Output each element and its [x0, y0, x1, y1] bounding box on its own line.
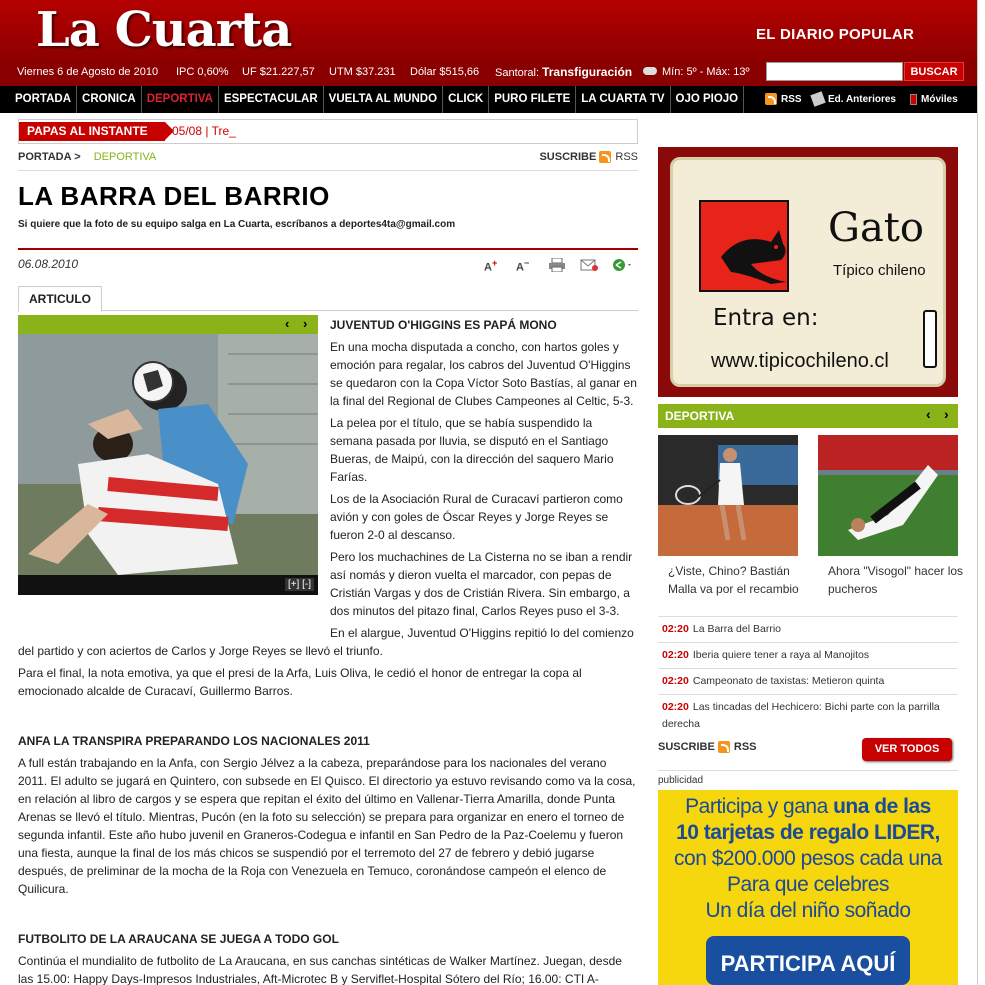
- thumb-football-caption[interactable]: Ahora "Visogol" hacer los pucheros: [828, 564, 964, 596]
- subscribe-rss-link[interactable]: [539, 151, 638, 163]
- thumb-tennis[interactable]: [658, 435, 798, 556]
- ad-line-4: Para que celebres: [727, 873, 889, 896]
- thumb-football[interactable]: [818, 435, 958, 556]
- santoral-label: Santoral:: [495, 67, 540, 79]
- article-tabs: [18, 286, 638, 311]
- nav-anteriores-label: Ed. Anteriores: [828, 94, 896, 105]
- nav-rss-label: RSS: [781, 94, 802, 105]
- rss-icon: [599, 151, 611, 163]
- sidebar-prev-icon[interactable]: ‹: [926, 406, 931, 422]
- uf-value: UF $21.227,57: [242, 66, 315, 78]
- ad-card: [670, 157, 946, 387]
- ad-brand: Gato: [828, 205, 924, 251]
- nav-moviles-label: Móviles: [921, 94, 958, 105]
- ticker-label: PAPAS AL INSTANTE: [19, 122, 165, 141]
- ad-label: publicidad: [658, 775, 704, 786]
- nav-espectacular[interactable]: ESPECTACULAR: [219, 86, 324, 113]
- paragraph: Los de la Asociación Rural de Curacaví partieron como avión y con goles de Óscar Reyes y Jorge Reyes se fueron 2-0 al descanso.: [330, 492, 623, 542]
- cat-logo-icon: [699, 200, 789, 292]
- font-increase-button[interactable]: A+: [484, 258, 498, 274]
- site-slogan: EL DIARIO POPULAR: [756, 26, 915, 43]
- font-decrease-button[interactable]: A−: [516, 258, 530, 274]
- subscribe-label: SUSCRIBE: [658, 741, 715, 753]
- subscribe-label: SUSCRIBE: [539, 151, 597, 163]
- nav-deportiva[interactable]: DEPORTIVA: [142, 86, 219, 113]
- scrollbar[interactable]: [977, 0, 985, 985]
- sidebar-news-list: [658, 616, 958, 737]
- news-time: 02:20: [662, 675, 689, 687]
- nav-moviles-link[interactable]: [910, 86, 958, 113]
- nav-vuelta-al-mundo[interactable]: VUELTA AL MUNDO: [324, 86, 443, 113]
- mobile-icon: [910, 94, 917, 105]
- editions-icon: [810, 92, 825, 107]
- ipc-value: IPC 0,60%: [176, 66, 229, 78]
- ad-line-1b: una de las: [833, 795, 931, 818]
- paragraph: A full están trabajando en la Anfa, con Sergio Jélvez a la cabeza, preparándose para los nacionales del verano 2011. El adulto se jugará en Quintero, con subsede en El Quisco. El directorio ya estuvo revisando como va la cosa, en relación al libro de cargos y se espera que repitan el éxito del último en Vallenar-Tierra Amarilla, donde Punta Arenas se llevó el título. Mientras, Pucón (en la foto su selección) se prepara para organizar en enero el torneo de segunda infantil. Este año hubo juvenil en Graneros-Codegua e infantil en San Pedro de la Paz-Coelemu y fueron una fiesta, aunque la final de los más chicos se suspendió por el terremoto del 27 de febrero y debió jugarse después, de preliminar de la mocha de la Roja con Venezuela en Temuco, coronándose campeón el elenco de Quilicura.: [18, 756, 636, 896]
- site-header: [0, 0, 977, 60]
- ad-line-2: 10 tarjetas de regalo LIDER,: [676, 821, 940, 844]
- breadcrumb-home[interactable]: PORTADA >: [18, 151, 81, 163]
- divider: [18, 248, 638, 250]
- ver-todos-button[interactable]: VER TODOS: [862, 738, 952, 761]
- news-time: 02:20: [662, 623, 689, 635]
- ad-line-1: [658, 794, 958, 820]
- sidebar-next-icon[interactable]: ›: [944, 406, 949, 422]
- breadcrumb: [18, 151, 638, 171]
- rss-icon: [718, 741, 730, 753]
- sidebar-subscribe-link[interactable]: [658, 741, 757, 753]
- paragraph: En el alargue, Juventud O'Higgins repitió lo del comienzo del partido y con aciertos de Carlos y Jorge Reyes se llevó el triunfo.: [18, 626, 634, 658]
- news-title: La Barra del Barrio: [692, 623, 781, 635]
- nav-puro-filete[interactable]: PURO FILETE: [489, 86, 576, 113]
- section-heading: ANFA LA TRANSPIRA PREPARANDO LOS NACIONALES 2011: [18, 734, 370, 748]
- news-time: 02:20: [662, 649, 689, 661]
- rss-icon: [765, 93, 777, 105]
- current-date: Viernes 6 de Agosto de 2010: [17, 66, 159, 78]
- news-ticker: [18, 119, 638, 144]
- article-date: 06.08.2010: [18, 257, 79, 271]
- temperature: Mín: 5º - Máx: 13º: [662, 66, 750, 78]
- gallery-float-spacer: [18, 316, 330, 626]
- cloud-icon: [641, 65, 659, 77]
- nav-portada[interactable]: PORTADA: [10, 86, 77, 113]
- list-item[interactable]: [658, 668, 958, 694]
- ad-lider-banner[interactable]: [658, 790, 958, 985]
- ticker-text[interactable]: 05/08 | Tre_: [172, 124, 236, 138]
- divider: [658, 770, 958, 771]
- email-icon[interactable]: [580, 258, 598, 272]
- ad-url: www.tipicochileno.cl: [711, 350, 889, 372]
- main-nav: [0, 86, 977, 113]
- section-heading: FUTBOLITO DE LA ARAUCANA SE JUEGA A TODO GOL: [18, 932, 339, 946]
- dolar-value: Dólar $515,66: [410, 66, 480, 78]
- nav-la-cuarta-tv[interactable]: LA CUARTA TV: [576, 86, 670, 113]
- paragraph: Para el final, la nota emotiva, ya que el presi de la Arfa, Luis Oliva, le cedió el honor de entregar la copa al emocionado alcalde de Curacaví, Guillermo Barros.: [18, 666, 582, 698]
- ad-gato-banner[interactable]: [658, 147, 958, 397]
- share-icon[interactable]: [612, 258, 630, 272]
- gallery-zoom-controls[interactable]: [+] [-]: [285, 578, 314, 591]
- utm-value: UTM $37.231: [329, 66, 396, 78]
- thumb-tennis-caption[interactable]: ¿Viste, Chino? Bastián Malla va por el recambio: [668, 564, 799, 596]
- santoral-value: Transfiguración: [542, 65, 633, 79]
- nav-cronica[interactable]: CRONICA: [77, 86, 142, 113]
- gallery-next-icon[interactable]: ›: [303, 316, 308, 331]
- list-item[interactable]: [658, 642, 958, 668]
- page-subtitle: Si quiere que la foto de su equipo salga en La Cuarta, escríbanos a deportes4ta@gmail.com: [18, 219, 456, 230]
- breadcrumb-current[interactable]: DEPORTIVA: [93, 151, 157, 163]
- news-title: Iberia quiere tener a raya al Manojitos: [692, 649, 870, 661]
- article-body: [18, 316, 638, 985]
- list-item[interactable]: [658, 616, 958, 642]
- rss-label: RSS: [615, 151, 638, 163]
- tab-articulo[interactable]: ARTICULO: [18, 286, 102, 312]
- rss-label: RSS: [733, 741, 757, 753]
- gallery-prev-icon[interactable]: ‹: [285, 316, 290, 331]
- sidebar-section-title[interactable]: DEPORTIVA: [665, 409, 735, 423]
- list-item[interactable]: [658, 694, 958, 737]
- paragraph: Continúa el mundialito de futbolito de La Araucana, en sus canchas sintéticas de Walker Martínez. Juegan, desde las 15.00: Happy Days-Impresos Industriales, Aft-Microtec B y Serviflet-Hospital Sótero del Río; 16.00: CTI A-: [18, 954, 622, 985]
- ad-line-3: con $200.000 pesos cada una: [674, 847, 942, 870]
- paragraph: Pero los muchachines de La Cisterna no se iban a rendir así nomás y dieron vuelta el marcador, con pepas de Cristián Vargas y dos de Cristián Rivera. Sin embargo, a dos minutos del pitazo final, Carlos Reyes puso el 3-3.: [330, 550, 633, 618]
- section-heading: JUVENTUD O'HIGGINS ES PAPÁ MONO: [330, 318, 557, 332]
- site-logo[interactable]: La Cuarta: [36, 2, 292, 58]
- news-time: 02:20: [662, 701, 689, 713]
- nav-rss-link[interactable]: [765, 86, 802, 113]
- ad-line-1a: Participa y gana: [685, 795, 834, 818]
- pen-icon: [923, 310, 937, 368]
- santoral: [495, 65, 632, 79]
- page-title: LA BARRA DEL BARRIO: [18, 181, 330, 211]
- search-button[interactable]: BUSCAR: [904, 62, 964, 81]
- search-input[interactable]: [766, 62, 903, 81]
- nav-ojo-piojo[interactable]: OJO PIOJO: [671, 86, 745, 113]
- print-icon[interactable]: [548, 258, 566, 272]
- paragraph: En una mocha disputada a concho, con hartos goles y emoción para regalar, los cabros del Juventud O'Higgins se quedaron con la Copa Víctor Soto Bastías, al ganar en la final del Regional de Clubes Campeones al Celtic, 5-3.: [330, 340, 637, 408]
- news-title: Las tincadas del Hechicero: Bichi parte con la parrilla derecha: [662, 701, 940, 730]
- news-title: Campeonato de taxistas: Metieron quinta: [692, 675, 885, 687]
- sidebar-section-header: [658, 404, 958, 428]
- participa-button[interactable]: PARTICIPA AQUÍ: [706, 936, 910, 985]
- paragraph: La pelea por el título, que se había suspendido la semana pasada por lluvia, se disputó en el Santiago Bueras, de Maipú, con la dirección del saquero Mario Farías.: [330, 416, 614, 484]
- ad-line-5: Un día del niño soñado: [705, 899, 911, 922]
- ad-cta: Entra en:: [713, 305, 819, 331]
- nav-anteriores-link[interactable]: [812, 86, 896, 113]
- nav-click[interactable]: CLICK: [443, 86, 489, 113]
- ad-tagline: Típico chileno: [833, 262, 926, 279]
